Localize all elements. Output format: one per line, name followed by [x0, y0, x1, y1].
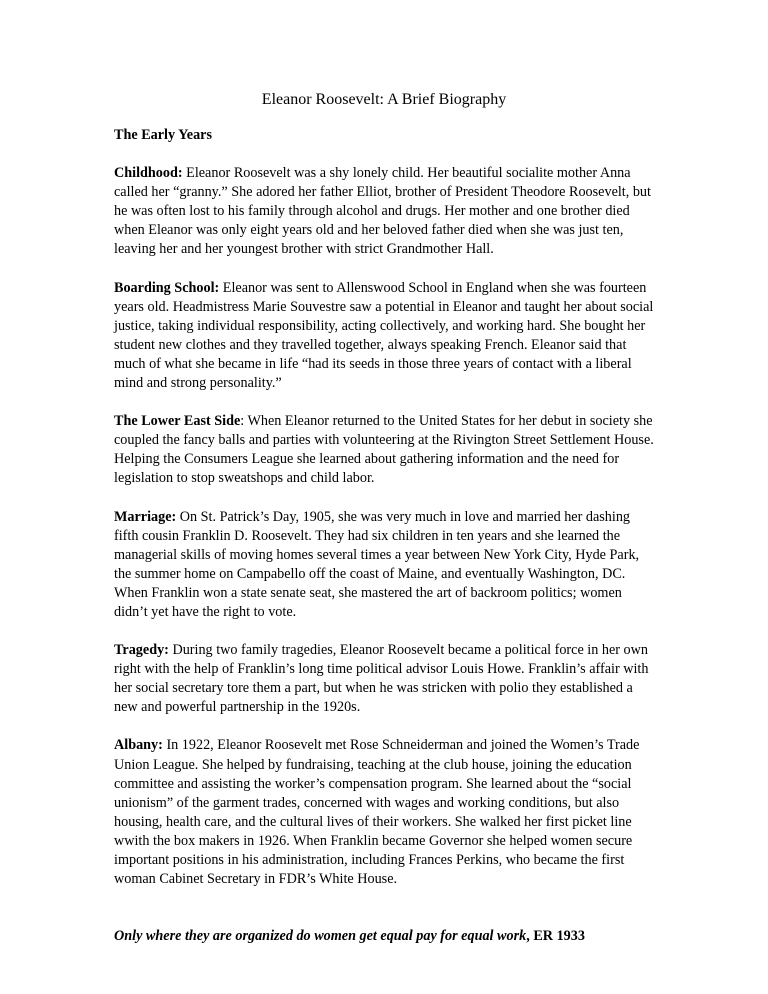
paragraph-childhood	[114, 164, 654, 259]
paragraph-label: Marriage:	[114, 508, 177, 525]
paragraph-boarding-school	[114, 279, 654, 394]
paragraph-label: Childhood:	[114, 165, 183, 182]
paragraph-albany	[114, 736, 654, 889]
quote-text: Only where they are organized do women get equal pay for equal work	[114, 928, 527, 945]
paragraph-text: In 1922, Eleanor Roosevelt met Rose Schneiderman and joined the Women’s Trade Union League. She helped by fundraising, teaching at the club house, joining the education committee and assisting the worker’s compensation program. She learned about the “social unionism” of the garment trades, concerned with wages and working conditions, but also housing, health care, and the cultural lives of their workers. She walked her first picket line wwith the box makers in 1926. When Franklin became Governor she helped women secure important positions in his administration, including Frances Perkins, who became the first woman Cabinet Secretary in FDR’s White House.	[114, 737, 640, 888]
paragraph-label: The Lower East Side	[114, 413, 241, 430]
paragraph-label: Boarding School:	[114, 279, 220, 296]
paragraph-text: On St. Patrick’s Day, 1905, she was very much in love and married her dashing fifth cousin Franklin D. Roosevelt. They had six children in ten years and she learned the managerial skills of moving homes several times a year between New York City, Hyde Park, the summer home on Campabello off the coast of Maine, and eventually Washington, DC. When Franklin won a state senate seat, she mastered the art of backroom politics; women didn’t yet have the right to vote.	[114, 508, 640, 620]
paragraph-marriage	[114, 508, 654, 623]
paragraph-text: Eleanor was sent to Allenswood School in England when she was fourteen years old. Headmistress Marie Souvestre saw a potential in Eleanor and taught her about social justice, taking individual responsibility, acting collectively, and working hard. She bought her student new clothes and they travelled together, always speaking French. Eleanor said that much of what she became in life “had its seeds in those three years of contact with a liberal mind and strong personality.”	[114, 279, 654, 392]
paragraph-text: Eleanor Roosevelt was a shy lonely child. Her beautiful socialite mother Anna called her “granny.” She adored her father Elliot, brother of President Theodore Roosevelt, but he was often lost to his family through alcohol and drugs. Her mother and one brother died when Eleanor was only eight years old and her beloved father died when she was just ten, leaving her and her youngest brother with strict Grandmother Hall.	[114, 165, 651, 258]
quote-attribution: , ER 1933	[526, 928, 585, 945]
paragraph-label: Albany:	[114, 737, 163, 754]
section-heading: The Early Years	[114, 127, 212, 143]
document-body	[114, 126, 654, 960]
paragraph-label: Tragedy:	[114, 642, 169, 659]
paragraph-lower-east-side	[114, 412, 654, 488]
paragraph-text: During two family tragedies, Eleanor Roosevelt became a political force in her own right with the help of Franklin’s long time political advisor Louis Howe. Franklin’s affair with her social secretary tore them a part, but when he was stricken with polio they established a new and powerful partnership in the 1920s.	[114, 642, 649, 716]
closing-quote	[114, 927, 654, 946]
paragraph-tragedy	[114, 641, 654, 717]
page-title: Eleanor Roosevelt: A Brief Biography	[261, 91, 507, 108]
paragraph-text: : When Eleanor returned to the United States for her debut in society she coupled the fancy balls and parties with volunteering at the Rivington Street Settlement House. Helping the Consumers League she learned about gathering information and the need for legislation to stop sweatshops and child labor.	[114, 413, 654, 487]
